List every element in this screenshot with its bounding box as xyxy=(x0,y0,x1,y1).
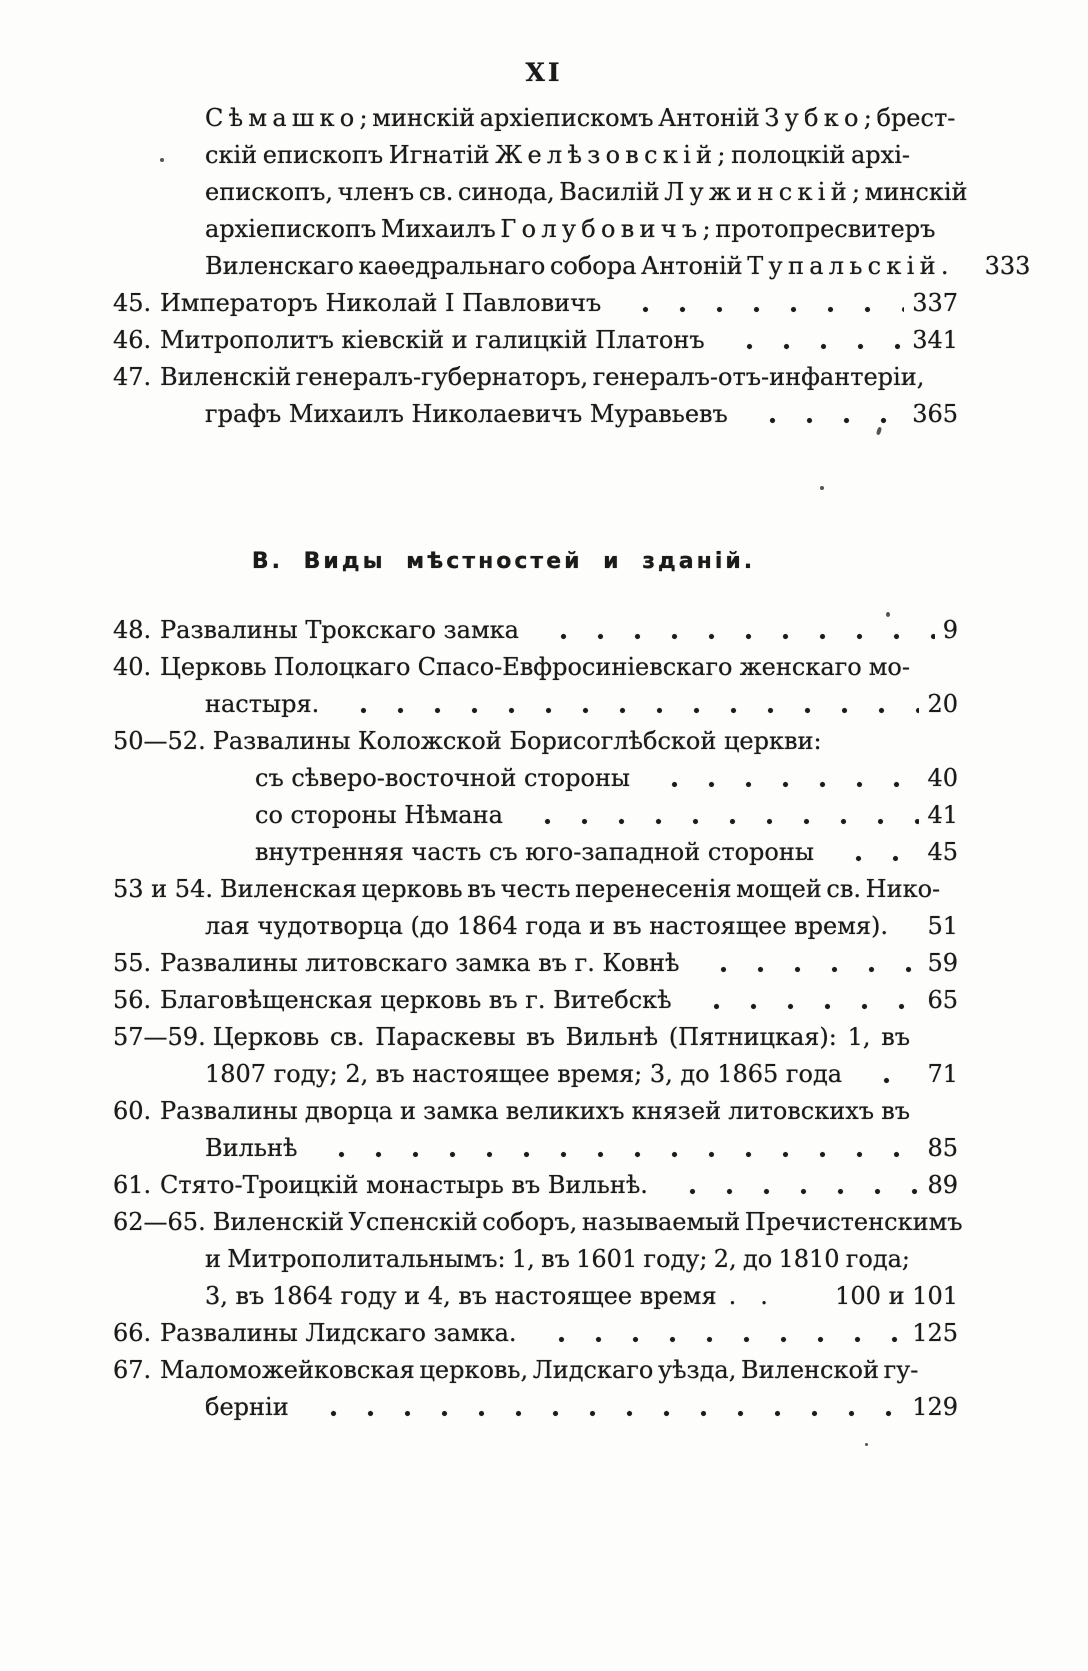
entry-text xyxy=(160,363,924,391)
dot-leader xyxy=(305,1389,905,1426)
entry-number: 67. xyxy=(113,1356,152,1384)
toc-line xyxy=(113,1278,958,1315)
entry-text xyxy=(213,727,822,755)
entry-text xyxy=(160,1097,910,1125)
dot-leader xyxy=(535,612,935,649)
toc-section-b-views xyxy=(113,612,963,1426)
text-segment: и Митрополитальнымъ: 1, въ 1601 году; 2, до 1810 года; xyxy=(205,1245,911,1273)
entry-text xyxy=(160,1315,517,1352)
text-segment: Развалины литовскаго замка въ г. Ковнѣ xyxy=(160,949,680,977)
entry-text xyxy=(205,1056,842,1093)
entry-number: 57—59. xyxy=(113,1023,206,1051)
text-segment: Церковь св. Параскевы въ Вильнѣ (Пятницкая): 1, въ xyxy=(212,1023,910,1051)
toc-section-a-portraits xyxy=(113,100,1031,433)
entry-text xyxy=(255,760,630,797)
entry-number: 53 и 54. xyxy=(113,875,213,903)
text-segment: лая чудотворца (до 1864 года и въ настоящее время). xyxy=(205,912,889,940)
toc-line xyxy=(113,723,958,760)
page-ref: 89 xyxy=(927,1171,958,1199)
entry-text xyxy=(160,653,910,681)
entry-text xyxy=(205,908,888,945)
entry-text xyxy=(205,178,968,206)
entry-text xyxy=(255,834,814,871)
toc-line xyxy=(113,137,958,174)
entry-number: 56. xyxy=(113,986,152,1014)
page-ref: 85 xyxy=(927,1134,958,1162)
text-segment: Развалины Коложской Борисоглѣбской церкви: xyxy=(212,727,822,755)
toc-line xyxy=(113,908,958,945)
text-segment: ; протопресвитеръ xyxy=(702,215,936,243)
spaced-name: Сѣмашко xyxy=(205,104,360,132)
toc-line xyxy=(113,797,958,834)
spaced-name: Желѣзовскій xyxy=(495,141,718,169)
text-segment: архіепископъ Михаилъ xyxy=(205,215,501,243)
page-number-roman: XI xyxy=(525,58,563,87)
dot-leader xyxy=(688,982,920,1019)
text-segment: ; полоцкій архі- xyxy=(717,141,910,169)
entry-text xyxy=(160,612,519,649)
entry-text xyxy=(205,1245,910,1273)
entry-text xyxy=(205,104,955,132)
toc-line xyxy=(113,1056,958,1093)
page-ref: 65 xyxy=(927,986,958,1014)
page-ref: 125 xyxy=(912,1319,958,1347)
spaced-name: Тупальскій xyxy=(747,252,941,280)
section-b-heading: В. Виды мѣстностей и зданій. xyxy=(251,549,756,574)
entry-number: 61. xyxy=(113,1171,152,1199)
entry-text xyxy=(160,1167,648,1204)
entry-number: 47. xyxy=(113,363,152,391)
spaced-name: Зубко xyxy=(764,104,864,132)
toc-line xyxy=(113,1241,958,1278)
ink-speck xyxy=(865,1443,868,1446)
toc-line xyxy=(113,686,958,723)
text-segment: Развалины Лидскаго замка. xyxy=(160,1319,517,1347)
dot-leader xyxy=(784,1278,827,1315)
entry-number: 48. xyxy=(113,616,152,644)
toc-line xyxy=(113,945,958,982)
page-ref: 59 xyxy=(927,949,958,977)
toc-line xyxy=(113,982,958,1019)
text-segment: ; брест- xyxy=(863,104,956,132)
dot-leader xyxy=(519,797,920,834)
dot-leader xyxy=(617,285,904,322)
spaced-name: Лужинскій xyxy=(664,178,853,206)
dot-leader xyxy=(858,1056,919,1093)
entry-number: 46. xyxy=(113,326,152,354)
toc-line xyxy=(113,100,958,137)
entry-text xyxy=(205,396,728,433)
toc-line xyxy=(113,834,958,871)
text-segment: Благовѣщенская церковь въ г. Витебскѣ xyxy=(160,986,672,1014)
text-segment: ; минскій архіепискомъ Антоній xyxy=(359,104,765,132)
text-segment: внутренняя часть съ юго-западной стороны xyxy=(255,838,814,866)
entry-number: 50—52. xyxy=(113,727,206,755)
dot-leader xyxy=(904,908,919,945)
text-segment: Вильнѣ xyxy=(205,1134,298,1162)
text-segment: съ сѣверо-восточной стороны xyxy=(255,764,631,792)
entry-number: 66. xyxy=(113,1319,152,1347)
entry-text xyxy=(213,1208,963,1236)
entry-text xyxy=(220,875,940,903)
text-segment: скій епископъ Игнатій xyxy=(205,141,496,169)
entry-number: 62—65. xyxy=(113,1208,206,1236)
text-segment: Развалины Трокскаго замка xyxy=(160,616,519,644)
text-segment: Развалины дворца и замка великихъ князей литовскихъ въ xyxy=(160,1097,910,1125)
toc-line xyxy=(113,1315,958,1352)
dot-leader xyxy=(335,686,919,723)
dot-leader xyxy=(313,1130,919,1167)
page-ref: 20 xyxy=(927,690,958,718)
toc-line xyxy=(113,359,958,396)
dot-leader xyxy=(830,834,919,871)
toc-line xyxy=(113,871,958,908)
toc-line xyxy=(113,760,958,797)
toc-line xyxy=(113,396,958,433)
page-ref: 51 xyxy=(927,912,958,940)
entry-text xyxy=(160,285,601,322)
text-segment: Виленская церковь въ честь перенесенія мощей св. Нико- xyxy=(219,875,941,903)
entry-text xyxy=(213,1023,910,1051)
entry-text xyxy=(205,686,319,723)
dot-leader xyxy=(664,1167,920,1204)
text-segment: епископъ, членъ св. синода, Василій xyxy=(205,178,665,206)
entry-text xyxy=(205,248,949,285)
text-segment: Виленскій Успенскій соборъ, называемый Пречистенскимъ xyxy=(212,1208,963,1236)
page-ref: 333 xyxy=(984,252,1031,280)
entry-text xyxy=(205,1389,289,1426)
toc-line xyxy=(113,1204,963,1241)
toc-line xyxy=(113,1352,958,1389)
entry-text xyxy=(255,797,503,834)
entry-number: 45. xyxy=(113,289,152,317)
toc-line xyxy=(113,285,958,322)
text-segment: Императоръ Николай I Павловичъ xyxy=(160,289,602,317)
page-ref: 100 и 101 xyxy=(835,1282,958,1310)
text-segment: 3, въ 1864 году и 4, въ настоящее время . . xyxy=(205,1282,768,1310)
toc-line xyxy=(113,649,958,686)
text-segment: настыря. xyxy=(205,690,320,718)
text-segment: Маломожейковская церковь, Лидскаго уѣзда, Виленской гу- xyxy=(160,1356,919,1384)
ink-speck xyxy=(160,158,164,162)
page-ref: 40 xyxy=(927,764,958,792)
entry-text xyxy=(160,982,672,1019)
ink-speck xyxy=(886,612,890,617)
text-segment: берніи xyxy=(205,1393,289,1421)
toc-line xyxy=(113,1389,958,1426)
toc-line xyxy=(113,322,958,359)
entry-text xyxy=(205,1130,297,1167)
entry-number: 60. xyxy=(113,1097,152,1125)
text-segment: Церковь Полоцкаго Спасо-Евфросиніевскаго женскаго мо- xyxy=(160,653,910,681)
text-segment: Стято-Троицкій монастырь въ Вильнѣ. xyxy=(160,1171,648,1199)
toc-line xyxy=(113,248,1031,285)
page-ref: 365 xyxy=(912,400,958,428)
text-segment: со стороны Нѣмана xyxy=(255,801,503,829)
page-ref: 45 xyxy=(927,838,958,866)
text-segment: Митрополитъ кіевскій и галицкій Платонъ xyxy=(160,326,705,354)
page-ref: 9 xyxy=(942,616,958,644)
text-segment: ; минскій xyxy=(852,178,968,206)
entry-number: 40. xyxy=(113,653,152,681)
toc-line xyxy=(113,1093,958,1130)
text-segment: Виленскаго каѳедральнаго собора Антоній xyxy=(205,252,748,280)
text-segment: Виленскій генералъ-губернаторъ, генералъ-отъ-инфантеріи, xyxy=(160,363,925,391)
toc-line xyxy=(113,1130,958,1167)
spaced-name: Голубовичъ xyxy=(500,215,703,243)
toc-line xyxy=(113,211,958,248)
page-ref: 41 xyxy=(927,801,958,829)
page-ref: 129 xyxy=(912,1393,958,1421)
entry-number: 55. xyxy=(113,949,152,977)
dot-leader xyxy=(965,248,977,285)
entry-text xyxy=(205,1278,768,1315)
page-ref: 71 xyxy=(927,1060,958,1088)
entry-text xyxy=(205,215,935,243)
table-of-contents xyxy=(113,0,1031,1671)
text-segment: графъ Михаилъ Николаевичъ Муравьевъ xyxy=(205,400,728,428)
page-ref: 341 xyxy=(912,326,958,354)
entry-text xyxy=(205,141,910,169)
entry-text xyxy=(160,1356,918,1384)
toc-line xyxy=(113,1167,958,1204)
toc-line xyxy=(113,1019,958,1056)
dot-leader xyxy=(646,760,919,797)
dot-leader xyxy=(695,945,919,982)
toc-line xyxy=(113,174,968,211)
toc-line xyxy=(113,612,958,649)
ink-speck xyxy=(820,486,824,490)
text-segment: 1807 году; 2, въ настоящее время; 3, до 1865 года xyxy=(205,1060,843,1088)
entry-text xyxy=(160,945,679,982)
page-ref: 337 xyxy=(912,289,958,317)
entry-text xyxy=(160,322,705,359)
dot-leader xyxy=(721,322,905,359)
text-segment: . xyxy=(940,252,949,280)
dot-leader xyxy=(533,1315,905,1352)
